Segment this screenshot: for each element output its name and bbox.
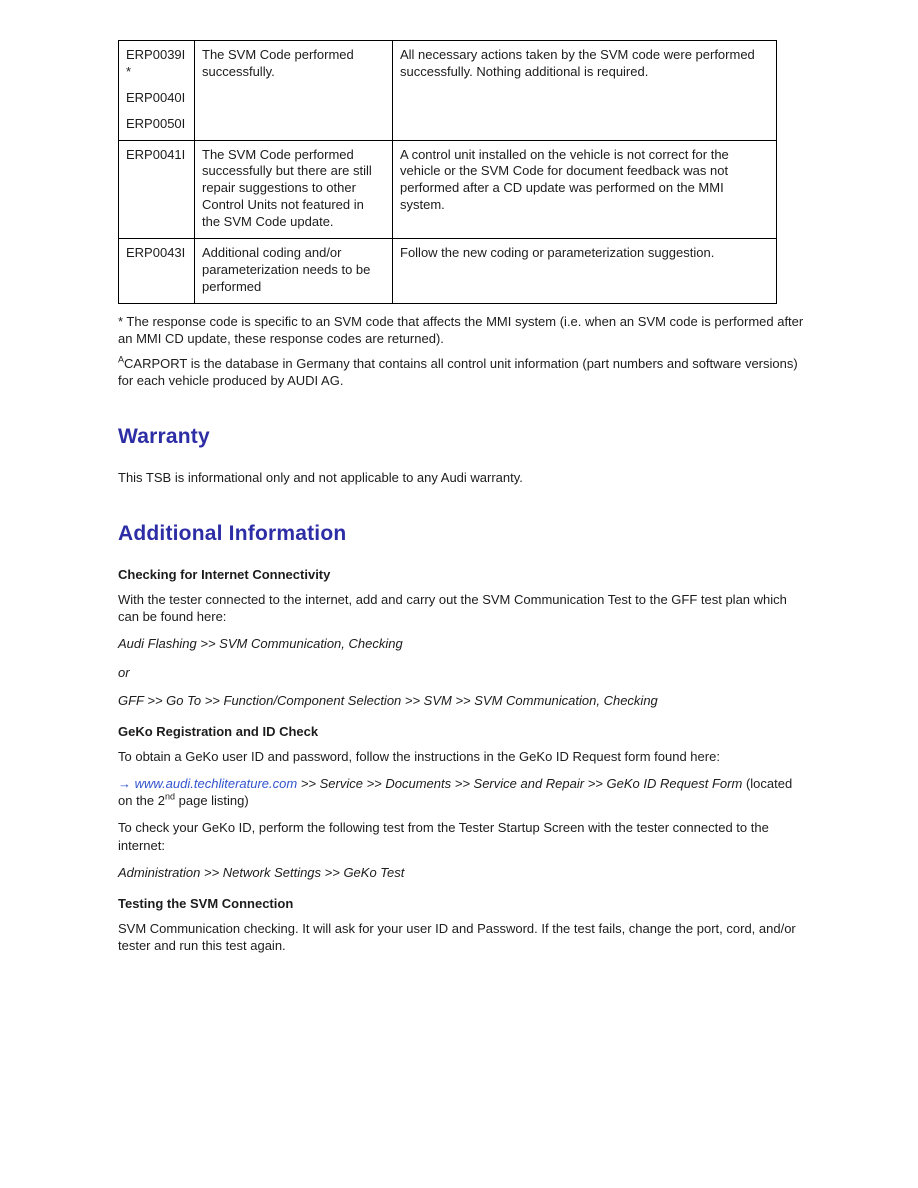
arrow-icon: → xyxy=(118,776,135,792)
description-cell: Additional coding and/or parameterization needs to be performed xyxy=(195,239,393,304)
code-cell xyxy=(119,41,195,141)
description-cell: The SVM Code performed successfully. xyxy=(195,41,393,141)
action-cell: A control unit installed on the vehicle is not correct for the vehicle or the SVM Code for document feedback was not performed after a CD update was performed on the MMI system. xyxy=(393,140,777,238)
response-code: ERP0050I xyxy=(126,115,186,131)
response-code: ERP0040I xyxy=(126,89,186,105)
page-content xyxy=(118,40,806,964)
located-text-post: page listing) xyxy=(175,793,249,809)
footnote-carport xyxy=(118,355,806,389)
gff-path: GFF >> Go To >> Function/Component Selection >> SVM >> SVM Communication, Checking xyxy=(118,692,658,708)
response-code: ERP0043I xyxy=(126,245,186,261)
description-cell: The SVM Code performed successfully but there are still repair suggestions to other Control Units not featured in the SVM Code update. xyxy=(195,140,393,238)
response-code: ERP0041I xyxy=(126,146,186,162)
or-text: or xyxy=(118,664,130,680)
svm-connection-subheading: Testing the SVM Connection xyxy=(118,895,294,911)
geko-link-path: >> Service >> Documents >> Service and Repair >> GeKo ID Request Form xyxy=(297,776,743,792)
warranty-heading: Warranty xyxy=(118,425,210,449)
spacer xyxy=(118,304,806,313)
action-cell: All necessary actions taken by the SVM code were performed successfully. Nothing additional is required. xyxy=(393,41,777,141)
additional-info-heading: Additional Information xyxy=(118,522,347,546)
action-cell: Follow the new coding or parameterization suggestion. xyxy=(393,239,777,304)
table-row xyxy=(119,239,777,304)
svm-connection-body: SVM Communication checking. It will ask for your user ID and Password. If the test fails, change the port, cord, and/or tester and run this test again. xyxy=(118,921,796,954)
located-text-pre: (located on the 2 xyxy=(118,776,793,809)
geko-link-line xyxy=(118,775,806,809)
code-cell xyxy=(119,140,195,238)
techliterature-link[interactable]: www.audi.techliterature.com xyxy=(134,776,298,792)
located-superscript: nd xyxy=(165,791,176,802)
geko-body-1: To obtain a GeKo user ID and password, follow the instructions in the GeKo ID Request form found here: xyxy=(118,749,720,764)
footnote-carport-text: CARPORT is the database in Germany that contains all control unit information (part numbers and software versions) for each vehicle produced by AUDI AG. xyxy=(118,356,798,389)
geko-registration-subheading: GeKo Registration and ID Check xyxy=(118,723,319,739)
footnote-asterisk: * The response code is specific to an SVM code that affects the MMI system (i.e. when an SVM code is performed after an MMI CD update, these response codes are returned). xyxy=(118,313,804,346)
internet-connectivity-subheading: Checking for Internet Connectivity xyxy=(118,566,331,582)
response-code-table xyxy=(118,40,777,304)
carport-superscript: A xyxy=(118,354,125,365)
response-code: ERP0039I * xyxy=(126,47,186,79)
table-row xyxy=(119,140,777,238)
table-row xyxy=(119,41,777,141)
administration-path: Administration >> Network Settings >> GeKo Test xyxy=(118,864,405,880)
internet-connectivity-body: With the tester connected to the internet, add and carry out the SVM Communication Test to the GFF test plan which can be found here: xyxy=(118,592,787,625)
geko-body-2: To check your GeKo ID, perform the following test from the Tester Startup Screen with the tester connected to the internet: xyxy=(118,820,769,853)
code-cell xyxy=(119,239,195,304)
audi-flashing-path: Audi Flashing >> SVM Communication, Checking xyxy=(118,636,403,652)
warranty-body: This TSB is informational only and not applicable to any Audi warranty. xyxy=(118,470,523,486)
